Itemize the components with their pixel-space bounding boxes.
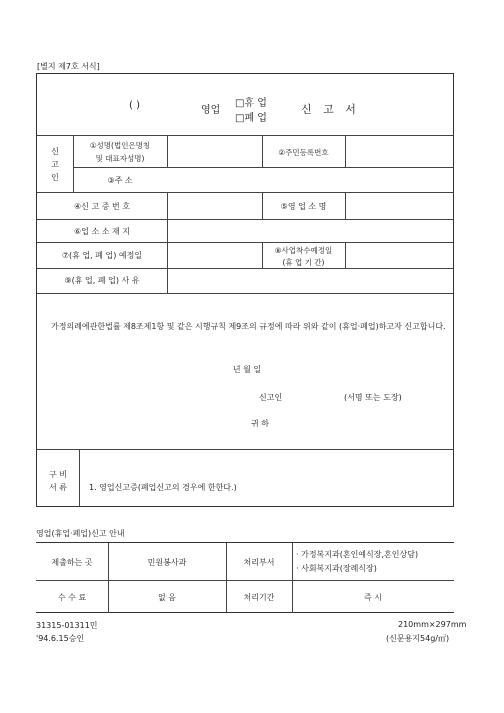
divider [36,580,454,581]
declaration-reporter: 신고인 [259,393,283,402]
dept-label: 처리부서 [243,558,275,567]
resident-no-field[interactable] [346,136,452,166]
name-label-line2: 및 대표자성명) [95,154,145,163]
footer-paper: (신문용지54g/㎡) [386,634,450,643]
submit-to-value: 민원봉사과 [147,558,187,567]
attachments-label-1: 구 비 [49,470,67,479]
business-location-field[interactable] [168,220,452,241]
period-value: 즉 시 [364,593,382,602]
reporter-label-1: 신 [51,147,59,156]
dept-value-1: · 가정복지과(혼인예식장,혼인상담) [296,550,419,559]
declaration-recipient: 귀 하 [251,419,269,428]
reporter-label-3: 인 [51,173,59,182]
divider [79,449,80,507]
business-place-label: ⑤영 업 소 명 [280,202,327,211]
divider [37,449,453,450]
dept-value-2: · 사회복지과(장례식장) [296,564,377,573]
report-cert-no-field[interactable] [168,193,261,218]
form-frame [36,73,454,507]
resume-date-field[interactable] [346,243,452,267]
submit-to-label: 제출하는 곳 [51,558,93,567]
reason-label: ⑨(휴 업, 폐 업) 사 유 [64,276,140,285]
fee-value: 없 음 [158,593,176,602]
divider [37,293,453,294]
fee-label: 수 수 료 [57,593,87,602]
guide-title: 영업(휴업·폐업)신고 안내 [36,529,125,538]
scheduled-date-field[interactable] [168,243,261,267]
attachment-item: 1. 영업신고증(폐업신고의 경우에 한한다.) [89,483,237,492]
title-option-close[interactable]: □폐 업 [235,113,267,124]
resume-date-label-line2: (휴 업 기 간) [282,258,325,267]
address-field[interactable] [168,168,452,191]
reporter-label-2: 고 [51,160,59,169]
report-cert-no-label: ④신 고 증 번 호 [74,202,130,211]
address-label: ③주 소 [107,176,133,185]
guide-table [36,542,454,613]
business-place-field[interactable] [346,193,452,218]
form-number: [별지 제7호 서식] [37,62,100,71]
title-paren: ( ) [129,100,140,111]
title-option-suspend[interactable]: □휴 업 [235,98,267,109]
scheduled-date-label: ⑦(휴 업, 폐 업) 예정일 [61,251,143,260]
reason-field[interactable] [168,269,452,292]
footer-approved: '94.6.15승인 [36,634,85,643]
attachments-label-2: 서 류 [49,483,67,492]
footer-code: 31315-01311민 [36,621,98,630]
name-label-line1: ①성명(법인은명칭 [89,141,151,150]
footer-size: 210mm×297mm [398,620,467,629]
period-label: 처리기간 [243,593,275,602]
business-location-label: ⑥업 소 소 재 지 [74,227,130,236]
declaration-signature[interactable]: (서명 또는 도장) [344,393,402,402]
title-business: 영업 [201,105,221,116]
resident-no-label: ②주민등록번호 [278,148,329,157]
resume-date-label-line1: ⑧사업착수예정일 [274,246,333,255]
name-field[interactable] [168,140,261,166]
declaration-text: 가정의례에관한법률 제8조제1항 및 같은 시행규칙 제9조의 규정에 따라 위와 같이 (휴업·폐업)하고자 신고합니다. [51,322,446,331]
declaration-date: 년 월 일 [232,365,262,374]
title-report: 신 고 서 [301,103,360,116]
